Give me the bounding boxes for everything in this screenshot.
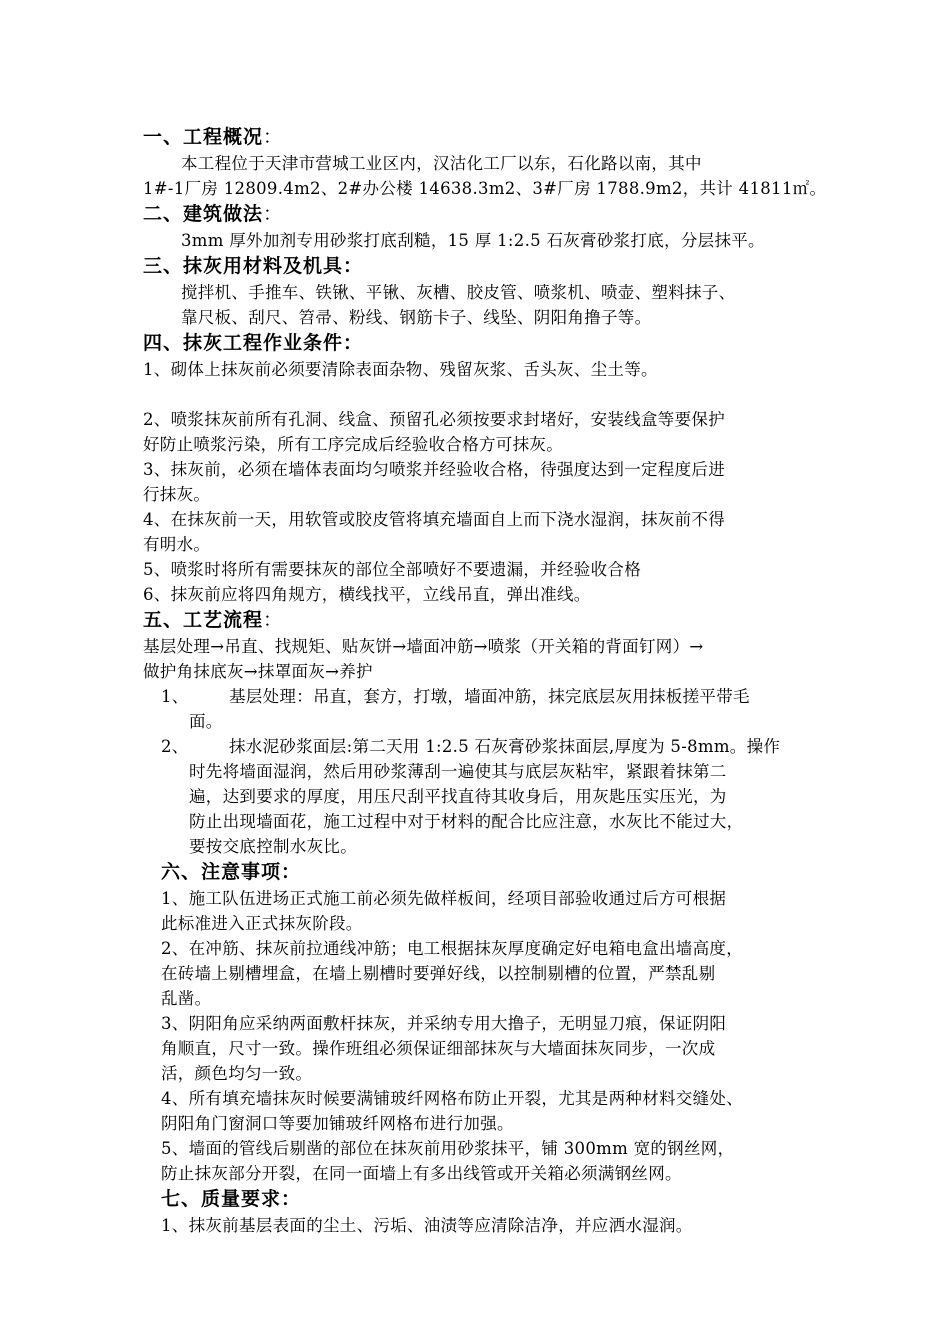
list-item-continuation: 乱凿。	[161, 989, 212, 1008]
item-text: 抹水泥砂浆面层:第二天用 1:2.5 石灰膏砂浆抹面层,厚度为 5-8mm。操作	[229, 737, 781, 756]
list-item-continuation: 行抹灰。	[143, 485, 211, 504]
numbered-item	[143, 684, 813, 709]
numbered-item-continuation: 要按交底控制水灰比。	[189, 837, 357, 856]
list-item: 5、喷浆时将所有需要抹灰的部位全部喷好不要遗漏，并经验收合格	[143, 560, 641, 579]
item-number: 2、	[161, 737, 189, 756]
list-item-continuation: 此标准进入正式抹灰阶段。	[161, 914, 363, 933]
process-flow-line: 做护角抹底灰→抹罩面灰→养护	[143, 662, 373, 681]
list-item: 1、抹灰前基层表面的尘土、污垢、油渍等应清除洁净，并应洒水湿润。	[161, 1216, 693, 1235]
section-heading-materials-tools: 三、抹灰用材料及机具：	[143, 255, 364, 277]
item-number: 1、	[161, 687, 189, 706]
list-item: 2、喷浆抹灰前所有孔洞、线盒、预留孔必须按要求封堵好，安装线盒等要保护	[143, 410, 725, 429]
document-page	[143, 124, 827, 1238]
numbered-item	[143, 734, 813, 759]
list-item-continuation: 好防止喷浆污染，所有工序完成后经验收合格方可抹灰。	[143, 435, 563, 454]
list-item: 6、抹灰前应将四角规方，横线找平，立线吊直，弹出准线。	[143, 585, 591, 604]
numbered-item-continuation: 防止出现墙面花，施工过程中对于材料的配合比应注意，水灰比不能过大，	[189, 812, 744, 831]
list-item-continuation: 阴阳角门窗洞口等要加铺玻纤网格布进行加强。	[161, 1114, 514, 1133]
list-item-continuation: 角顺直，尺寸一致。操作班组必须保证细部抹灰与大墙面抹灰同步，一次成	[161, 1039, 716, 1058]
list-item: 4、所有填充墙抹灰时候要满铺玻纤网格布防止开裂，尤其是两种材料交缝处、	[161, 1089, 743, 1108]
numbered-item-continuation: 遍，达到要求的厚度，用压尺刮平找直待其收身后，用灰匙压实压光，为	[189, 787, 727, 806]
section-heading-work-conditions: 四、抹灰工程作业条件：	[143, 332, 364, 354]
list-item-continuation: 在砖墙上剔槽埋盒，在墙上剔槽时要弹好线，以控制剔槽的位置，严禁乱剔	[161, 964, 716, 983]
numbered-item-continuation: 时先将墙面湿润，然后用砂浆薄刮一遍使其与底层灰粘牢，紧跟着抹第二	[189, 762, 727, 781]
paragraph-line: 1#-1厂房 12809.4m2、2#办公楼 14638.3m2、3#厂房 1788.9m2，共计 41811㎡。	[143, 179, 827, 198]
paragraph-line: 靠尺板、刮尺、笤帚、粉线、钢筋卡子、线坠、阴阳角撸子等。	[181, 308, 652, 327]
list-item: 3、抹灰前，必须在墙体表面均匀喷浆并经验收合格，待强度达到一定程度后进	[143, 460, 725, 479]
list-item-continuation: 防止抹灰部分开裂，在同一面墙上有多出线管或开关箱必须满钢丝网。	[161, 1164, 682, 1183]
paragraph-line: 搅拌机、手推车、铁锹、平锹、灰槽、胶皮管、喷浆机、喷壶、塑料抹子、	[181, 283, 736, 302]
list-item: 5、墙面的管线后剔凿的部位在抹灰前用砂浆抹平，铺 300mm 宽的钢丝网，	[161, 1139, 735, 1158]
list-item: 4、在抹灰前一天，用软管或胶皮管将填充墙面自上而下浇水湿润，抹灰前不得	[143, 510, 725, 529]
list-item-continuation: 活，颜色均匀一致。	[161, 1064, 313, 1083]
numbered-item-continuation: 面。	[189, 712, 223, 731]
section-heading-project-overview: 一、工程概况：	[143, 126, 284, 148]
section-heading-notes: 六、注意事项：	[161, 861, 302, 883]
section-heading-process-flow: 五、工艺流程：	[143, 609, 284, 631]
blank-line	[143, 382, 813, 407]
list-item: 1、施工队伍进场正式施工前必须先做样板间，经项目部验收通过后方可根据	[161, 889, 727, 908]
list-item: 3、阴阳角应采纳两面敷杆抹灰，并采纳专用大撸子，无明显刀痕，保证阴阳	[161, 1014, 727, 1033]
section-heading-quality-requirements: 七、质量要求：	[161, 1188, 302, 1210]
section-heading-construction-method: 二、建筑做法：	[143, 203, 284, 225]
paragraph-line: 本工程位于天津市营城工业区内，汉沽化工厂以东，石化路以南，其中	[181, 154, 702, 173]
item-text: 基层处理：吊直，套方，打墩，墙面冲筋，抹完底层灰用抹板搓平带毛	[229, 687, 750, 706]
process-flow-line: 基层处理→吊直、找规矩、贴灰饼→墙面冲筋→喷浆（开关箱的背面钉网）→	[143, 637, 704, 656]
list-item-continuation: 有明水。	[143, 535, 211, 554]
paragraph-line: 3mm 厚外加剂专用砂浆打底刮糙，15 厚 1:2.5 石灰膏砂浆打底，分层抹平。	[181, 231, 765, 250]
list-item: 1、砌体上抹灰前必须要清除表面杂物、残留灰浆、舌头灰、尘土等。	[143, 360, 658, 379]
list-item: 2、在冲筋、抹灰前拉通线冲筋；电工根据抹灰厚度确定好电箱电盒出墙高度，	[161, 939, 743, 958]
